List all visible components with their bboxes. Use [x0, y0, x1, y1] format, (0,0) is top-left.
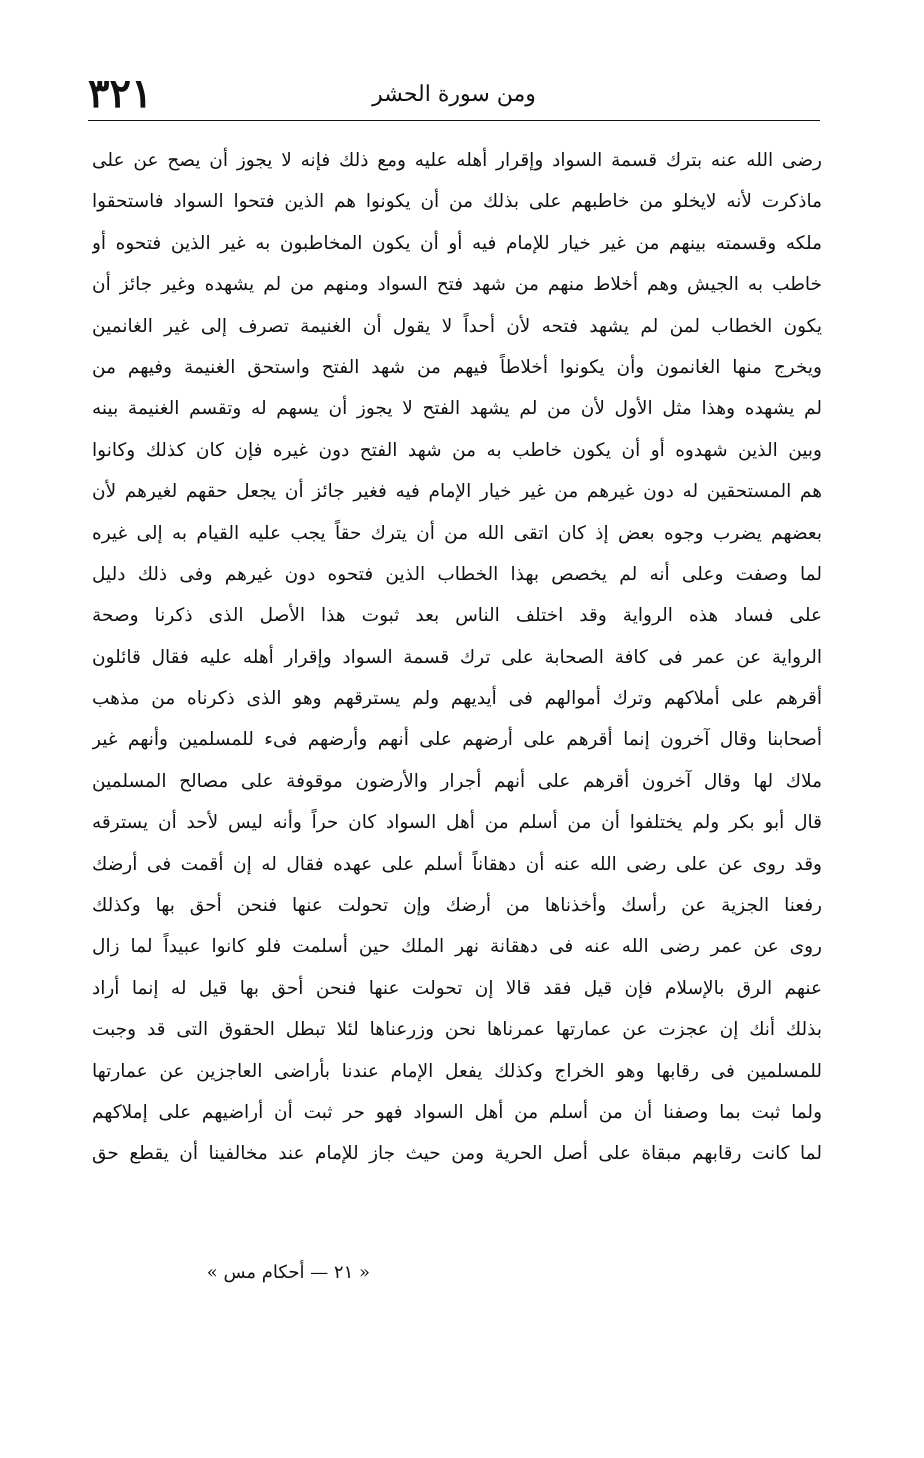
text-line: وبين الذين شهدوه أو أن يكون خاطب به من شهد الفتح دون غيره فإن كان كذلك وكانوا [92, 439, 822, 461]
text-line: عنهم الرق بالإسلام فإن قيل فقد قالا إن تحولت عنها فنحن أحق بها قيل له إنما أراد [92, 977, 822, 999]
running-title: ومن سورة الحشر [372, 82, 536, 107]
page-header [88, 72, 820, 120]
text-line: بعضهم يضرب وجوه بعض إذ كان اتقى الله من أن يترك حقاً يجب عليه القيام به إلى غيره [92, 522, 822, 544]
text-line: للمسلمين فى رقابها وهو الخراج وكذلك يفعل الإمام عندنا بأراضى العاجزين عن عمارتها [92, 1060, 822, 1082]
text-line: على فساد هذه الرواية وقد اختلف الناس بعد ثبوت هذا الأصل الذى ذكرنا وصحة [92, 605, 822, 627]
text-line: روى عن عمر رضى الله عنه فى دهقانة نهر الملك حين أسلمت فلو كانوا عبيداً لما زال [92, 936, 822, 958]
text-line: قال أبو بكر ولم يختلفوا أن من أسلم من أهل السواد كان حراً وأنه ليس لأحد أن يسترقه [92, 812, 822, 834]
signature-mark: « ٢١ — أحكام مس » [206, 1262, 370, 1283]
text-line: هم المستحقين له دون غيرهم من غير خيار الإمام فيه فغير جائز أن يجعل حقهم لغيرهم لأن [92, 481, 822, 503]
text-line: لما وصفت وعلى أنه لم يخصص بهذا الخطاب الذين فتحوه دون غيرهم وفى ذلك دليل [92, 563, 822, 585]
header-divider [88, 120, 820, 121]
text-line: أقرهم على أملاكهم وترك أموالهم فى أيديهم ولم يسترقهم وهو الذى ذكرناه من مذهب [92, 688, 822, 710]
text-line: وقد روى عن على رضى الله عنه أن دهقاناً أسلم على عهده فقال له إن أقمت فى أرضك [92, 853, 822, 875]
text-line: ماذكرت لأنه لايخلو من خاطبهم على بذلك من أن يكونوا هم الذين فتحوا السواد فاستحقوا [92, 191, 822, 213]
text-line: ملاك لها وقال آخرون أقرهم على أنهم أجرار والأرضون موقوفة على مصالح المسلمين [92, 770, 822, 792]
text-line: ويخرج منها الغانمون وأن يكونوا أخلاطاً فيهم من شهد الفتح واستحق الغنيمة وفيهم من [92, 356, 822, 378]
text-line: بذلك أنك إن عجزت عن عمارتها عمرناها نحن وزرعناها لئلا تبطل الحقوق التى قد وجبت [92, 1019, 822, 1041]
text-line: لم يشهده وهذا مثل الأول لأن من لم يشهد الفتح لا يجوز أن يسهم له وتقسم الغنيمة بينه [92, 398, 822, 420]
text-line: الرواية عن عمر فى كافة الصحابة على ترك قسمة السواد وإقرار أهله عليه فقال قائلون [92, 646, 822, 668]
text-line: ملكه وقسمته بينهم من غير خيار للإمام فيه أو أن يكون المخاطبون به غير الذين فتحوه أو [92, 232, 822, 254]
text-line: أصحابنا وقال آخرون إنما أقرهم على أرضهم على أنهم وأرضهم فىء للمسلمين وأنهم غير [92, 729, 822, 751]
text-line: لما كانت رقابهم مبقاة على أصل الحرية ومن حيث جاز للإمام عند مخالفينا أن يقطع حق [92, 1143, 822, 1165]
text-line: خاطب به الجيش وهم أخلاط منهم من شهد فتح السواد ومنهم من لم يشهده وغير جائز أن [92, 274, 822, 296]
text-line: يكون الخطاب لمن لم يشهد فتحه لأن أحداً لا يقول أن الغنيمة تصرف إلى غير الغانمين [92, 315, 822, 337]
page-number: ٣٢١ [88, 70, 153, 117]
text-line: رضى الله عنه بترك قسمة السواد وإقرار أهله عليه ومع ذلك فإنه لا يجوز أن يصح عن على [92, 150, 822, 171]
text-line: ولما ثبت بما وصفنا أن من أسلم من أهل السواد فهو حر ثبت أن أراضيهم على إملاكهم [92, 1101, 822, 1123]
body-text [92, 140, 822, 1175]
text-line: رفعنا الجزية عن رأسك وأخذناها من أرضك وإن تحولت عنها فنحن أحق بها وكذلك [92, 895, 822, 917]
